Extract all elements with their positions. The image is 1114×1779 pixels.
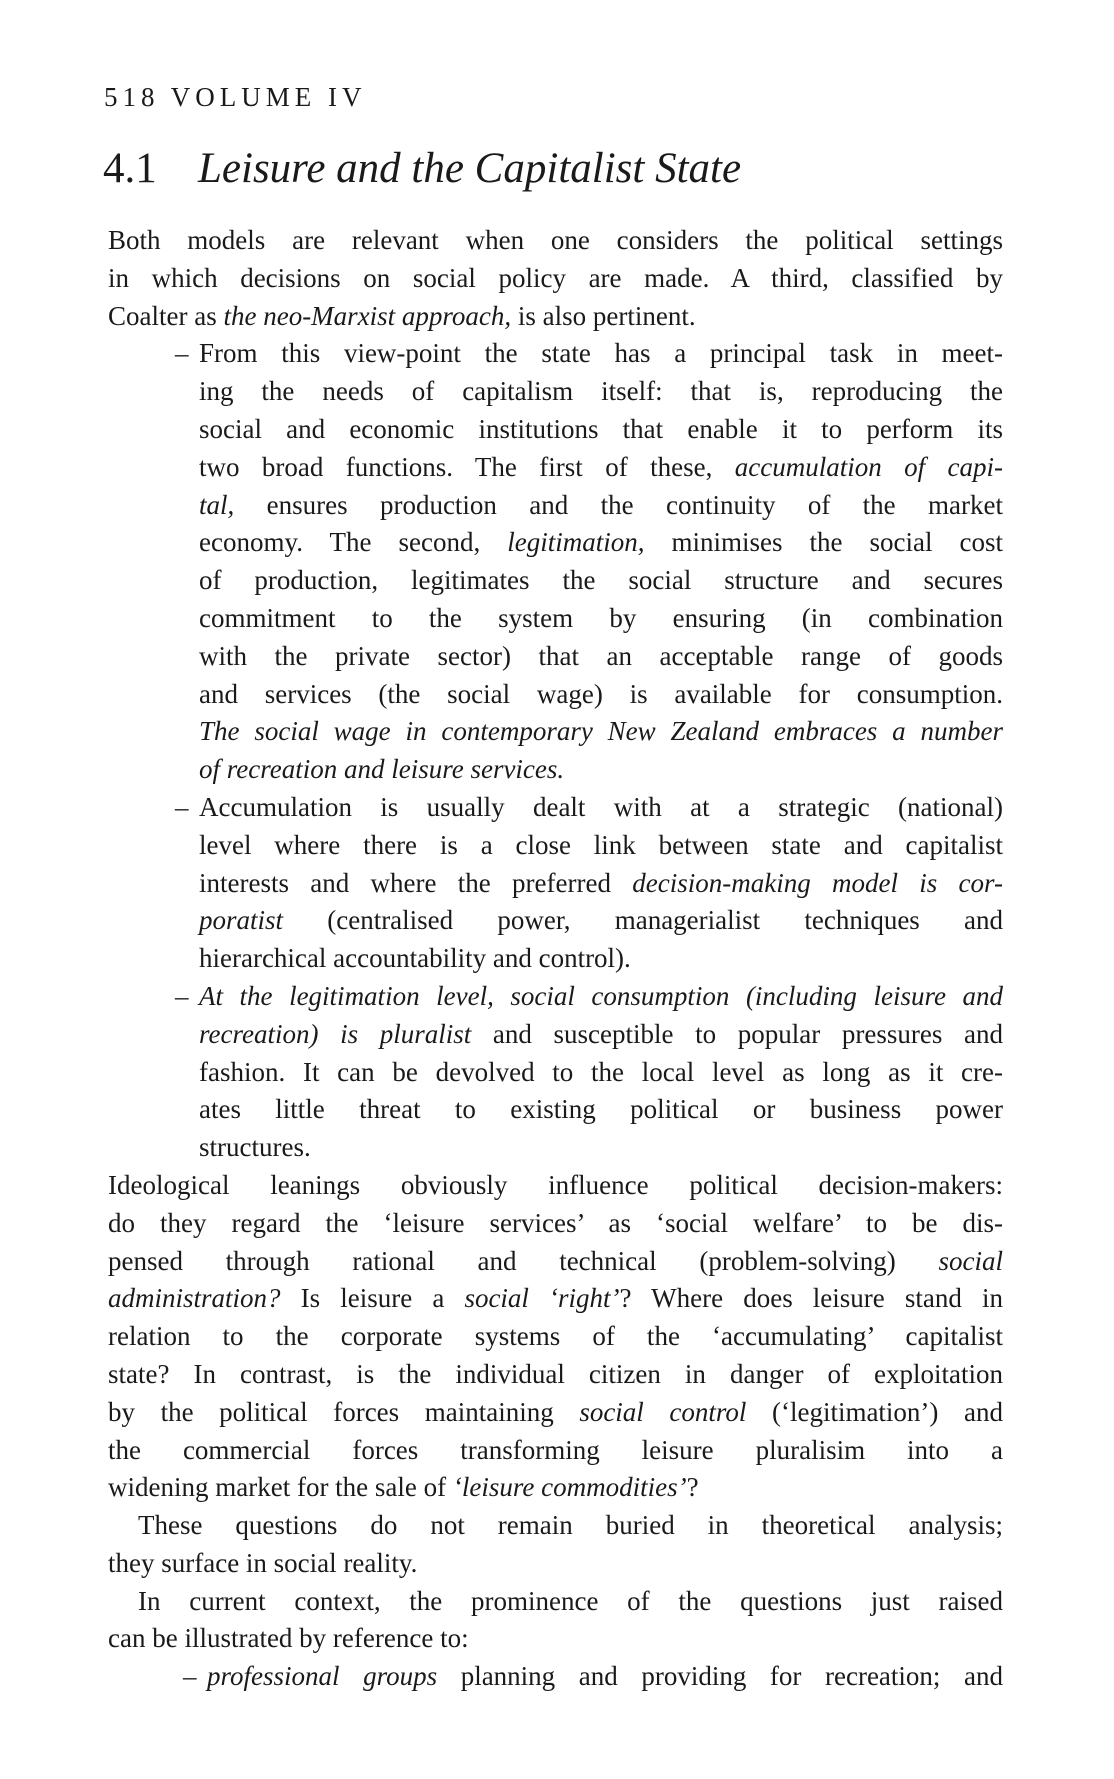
text-run: pensed through rational and technical (problem-solving): [108, 1245, 939, 1276]
bullet-item: [108, 789, 1003, 978]
italic-text: At the legitimation level, social consumption (including leisure and: [199, 980, 1003, 1011]
text-line: [108, 1545, 1003, 1583]
text-line: [199, 449, 1003, 487]
italic-text: social control: [579, 1396, 747, 1427]
text-run: planning and providing for recreation; and: [437, 1661, 1003, 1692]
text-run: by the political forces maintaining: [108, 1396, 580, 1427]
text-line: [199, 638, 1003, 676]
bullet-dash: –: [183, 1661, 197, 1692]
bullet-dash: –: [175, 338, 189, 369]
page-number: 518: [104, 82, 160, 112]
body-text: [108, 222, 1003, 1696]
text-line: [108, 260, 1003, 298]
text-run: In current context, the prominence of the questions just raised: [138, 1585, 1003, 1616]
bullet-item: [108, 978, 1003, 1167]
text-run: social and economic institutions that enable it to perform its: [199, 413, 1003, 444]
italic-text: recreation) is pluralist: [199, 1018, 472, 1049]
text-run: they surface in social reality.: [108, 1547, 418, 1578]
text-run: ates little threat to existing political or business power: [199, 1094, 1003, 1125]
text-line: [108, 1318, 1003, 1356]
section-title-text: Leisure and the Capitalist State: [198, 145, 742, 192]
text-line: [199, 865, 1003, 903]
text-line: [199, 676, 1003, 714]
text-line: [108, 222, 1003, 260]
text-line: [108, 1280, 1003, 1318]
text-run: can be illustrated by reference to:: [108, 1623, 469, 1654]
text-line: [108, 1394, 1003, 1432]
italic-text: tal,: [199, 489, 235, 520]
text-line: [199, 902, 1003, 940]
italic-text: administration?: [108, 1283, 281, 1314]
text-line: [199, 524, 1003, 562]
text-line: [199, 600, 1003, 638]
text-line: [175, 789, 1003, 827]
paragraph: [108, 1583, 1003, 1659]
text-line: [199, 562, 1003, 600]
text-run: These questions do not remain buried in theoretical analysis;: [138, 1510, 1003, 1541]
italic-text: the neo-Marxist approach,: [223, 300, 512, 331]
text-line: [108, 1356, 1003, 1394]
bullet-item: [108, 335, 1003, 789]
text-line: [199, 713, 1003, 751]
text-run: the commercial forces transforming leisure pluralisim into a: [108, 1434, 1003, 1465]
text-line: [183, 1658, 1003, 1696]
section-number: 4.1: [103, 145, 157, 192]
text-run: (‘legitimation’) and: [746, 1396, 1003, 1427]
text-run: fashion. It can be devolved to the local level as long as it cre-: [199, 1056, 1003, 1087]
text-line: [108, 1243, 1003, 1281]
text-run: structures.: [199, 1132, 311, 1163]
bullet-dash: –: [175, 980, 189, 1011]
italic-text: The social wage in contemporary New Zealand embraces a number: [199, 716, 1003, 747]
text-line: [199, 1016, 1003, 1054]
text-run: ensures production and the continuity of the market: [234, 489, 1003, 520]
italic-text: ‘leisure commodities’: [452, 1472, 687, 1503]
text-line: [199, 827, 1003, 865]
text-run: widening market for the sale of: [108, 1472, 453, 1503]
text-run: do they regard the ‘leisure services’ as ‘social welfare’ to be dis-: [108, 1207, 1003, 1238]
paragraph: [108, 1507, 1003, 1583]
paragraph: [108, 222, 1003, 335]
text-run: Ideological leanings obviously influence political decision-makers:: [108, 1169, 1003, 1200]
text-line: [108, 1507, 1003, 1545]
text-run: is also pertinent.: [511, 300, 696, 331]
text-run: minimises the social cost: [644, 527, 1003, 558]
text-line: [199, 1091, 1003, 1129]
running-head: VOLUME IV: [170, 82, 367, 112]
text-run: ing the needs of capitalism itself: that is, reproducing the: [199, 376, 1003, 407]
text-run: economy. The second,: [199, 527, 508, 558]
text-run: Accumulation is usually dealt with at a strategic (national): [199, 791, 1003, 822]
text-line: [199, 487, 1003, 525]
text-run: state? In contrast, is the individual citizen in danger of exploitation: [108, 1358, 1003, 1389]
italic-text: legitimation,: [507, 527, 645, 558]
text-run: (centralised power, managerialist techniques and: [283, 905, 1003, 936]
italic-text: decision-making model is cor-: [632, 867, 1003, 898]
text-line: [108, 1167, 1003, 1205]
text-run: of production, legitimates the social structure and secures: [199, 565, 1003, 596]
italic-text: poratist: [199, 905, 284, 936]
text-run: commitment to the system by ensuring (in combination: [199, 602, 1003, 633]
text-run: and susceptible to popular pressures and: [471, 1018, 1003, 1049]
bullet-dash: –: [175, 791, 189, 822]
text-run: and services (the social wage) is available for consumption.: [199, 678, 1003, 709]
text-line: [199, 940, 1003, 978]
bullet-item: [108, 1658, 1003, 1696]
text-run: hierarchical accountability and control).: [199, 943, 631, 974]
text-line: [199, 411, 1003, 449]
text-run: level where there is a close link between state and capitalist: [199, 829, 1003, 860]
italic-text: accumulation of capi-: [734, 451, 1003, 482]
running-header: [104, 82, 367, 113]
text-run: ? Where does leisure stand in: [619, 1283, 1003, 1314]
text-run: in which decisions on social policy are made. A third, classified by: [108, 262, 1003, 293]
text-line: [199, 373, 1003, 411]
text-line: [108, 1432, 1003, 1470]
italic-text: professional groups: [207, 1661, 438, 1692]
italic-text: social: [938, 1245, 1003, 1276]
text-run: From this view-point the state has a principal task in meet-: [199, 338, 1003, 369]
text-line: [175, 978, 1003, 1016]
italic-text: social ‘right’: [464, 1283, 620, 1314]
text-run: Both models are relevant when one considers the political settings: [108, 225, 1003, 255]
paragraph: [108, 1167, 1003, 1507]
text-run: ?: [686, 1472, 699, 1503]
text-line: [108, 1205, 1003, 1243]
text-run: two broad functions. The first of these,: [199, 451, 735, 482]
text-run: Coalter as: [108, 300, 224, 331]
text-line: [199, 751, 1003, 789]
section-title: [103, 144, 741, 193]
text-run: interests and where the preferred: [199, 867, 633, 898]
text-line: [108, 1469, 1003, 1507]
text-line: [108, 1620, 1003, 1658]
text-line: [108, 1583, 1003, 1621]
text-line: [175, 335, 1003, 373]
text-line: [199, 1054, 1003, 1092]
text-line: [199, 1129, 1003, 1167]
italic-text: of recreation and leisure services.: [199, 754, 565, 785]
text-run: Is leisure a: [280, 1283, 465, 1314]
text-line: [108, 298, 1003, 336]
text-run: relation to the corporate systems of the ‘accumulating’ capitalist: [108, 1321, 1003, 1352]
text-run: with the private sector) that an acceptable range of goods: [199, 640, 1003, 671]
